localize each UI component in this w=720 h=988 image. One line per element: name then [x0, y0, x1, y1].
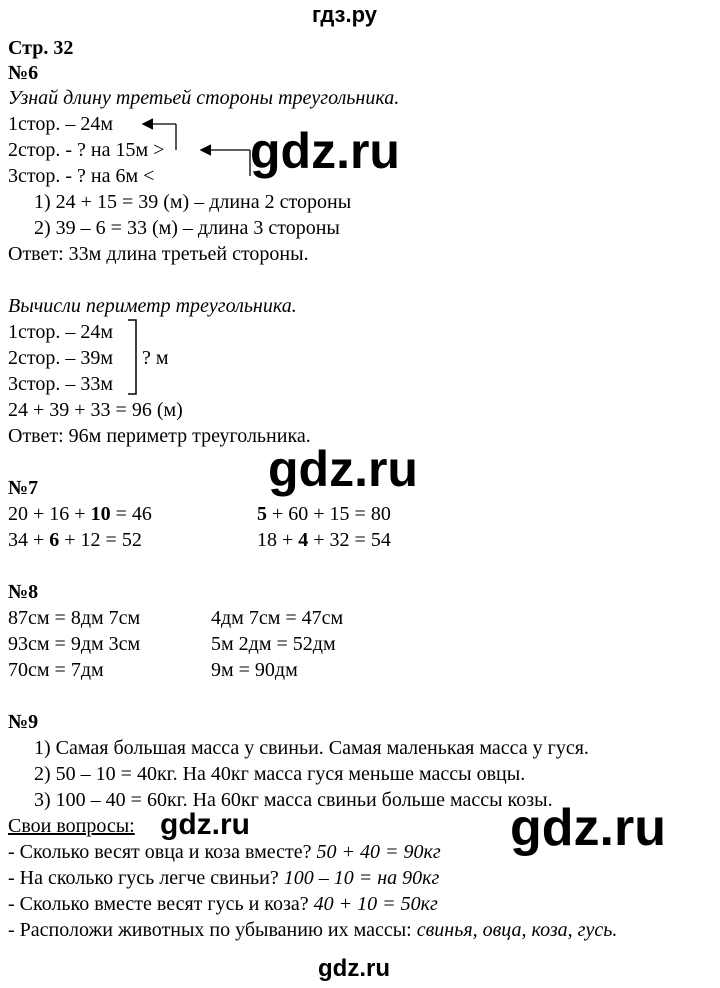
solution-step-2: 2) 39 – 6 = 33 (м) – длина 3 стороны — [34, 217, 340, 239]
watermark: gdz.ru — [160, 808, 250, 841]
task-9-answer-2: 2) 50 – 10 = 40кг. На 40кг масса гуся меньше массы овцы. — [34, 763, 526, 785]
task-9-answer-1: 1) Самая большая масса у свиньи. Самая маленькая масса у гуся. — [34, 737, 589, 759]
answer-2: Ответ: 96м периметр треугольника. — [8, 425, 311, 447]
task-7-number: №7 — [8, 477, 39, 499]
watermark: gdz.ru — [268, 441, 418, 497]
watermark: gdz.ru — [510, 799, 666, 857]
solution-step-1: 1) 24 + 15 = 39 (м) – длина 2 стороны — [34, 191, 352, 213]
perimeter-sum: 24 + 39 + 33 = 96 (м) — [8, 399, 183, 421]
perimeter-question: ? м — [142, 347, 169, 369]
task-9-answer-3: 3) 100 – 40 = 60кг. На 60кг масса свиньи больше массы козы. — [34, 789, 553, 811]
task-7-row-1-left: 20 + 16 + 10 = 46 — [8, 503, 152, 525]
task-8-left-2: 93см = 9дм 3см — [8, 633, 141, 655]
arrow-to-side-1 — [143, 119, 176, 150]
site-header: гдз.ру — [312, 2, 377, 27]
task-6-subtask-1: Узнай длину третьей стороны треугольника. — [8, 87, 400, 109]
task-8-right-2: 5м 2дм = 52дм — [211, 633, 336, 655]
own-question-4: - Расположи животных по убыванию их массы: свинья, овца, коза, гусь. — [8, 919, 618, 941]
task-8-number: №8 — [8, 581, 39, 603]
watermark: gdz.ru — [250, 123, 400, 179]
perimeter-side-1: 1стор. – 24м — [8, 321, 114, 343]
task-8-left-1: 87см = 8дм 7см — [8, 607, 141, 629]
task-6-subtask-2: Вычисли периметр треугольника. — [8, 295, 297, 317]
task-7-row-2-right: 18 + 4 + 32 = 54 — [257, 529, 391, 551]
task-6-number: №6 — [8, 62, 39, 84]
page-label: Стр. 32 — [8, 37, 74, 59]
side-3-line: 3стор. - ? на 6м < — [8, 165, 155, 187]
side-1-line: 1стор. – 24м — [8, 113, 114, 135]
arrow-to-side-2 — [201, 145, 250, 176]
task-7-row-2-left: 34 + 6 + 12 = 52 — [8, 529, 142, 551]
own-question-1: - Сколько весят овца и коза вместе? 50 + 40 = 90кг — [8, 841, 441, 863]
perimeter-bracket — [128, 320, 136, 394]
task-8-right-3: 9м = 90дм — [211, 659, 298, 681]
own-question-3: - Сколько вместе весят гусь и коза? 40 + 10 = 50кг — [8, 893, 438, 915]
task-8-right-1: 4дм 7см = 47см — [211, 607, 344, 629]
task-9-number: №9 — [8, 711, 39, 733]
perimeter-side-3: 3стор. – 33м — [8, 373, 114, 395]
perimeter-side-2: 2стор. – 39м — [8, 347, 114, 369]
task-8-left-3: 70см = 7дм — [8, 659, 104, 681]
own-questions-heading: Свои вопросы: — [8, 815, 135, 837]
task-7-row-1-right: 5 + 60 + 15 = 80 — [257, 503, 391, 525]
answer-1: Ответ: 33м длина третьей стороны. — [8, 243, 309, 265]
side-2-line: 2стор. - ? на 15м > — [8, 139, 165, 161]
own-question-2: - На сколько гусь легче свиньи? 100 – 10 = на 90кг — [8, 867, 440, 889]
watermark: gdz.ru — [318, 955, 390, 982]
